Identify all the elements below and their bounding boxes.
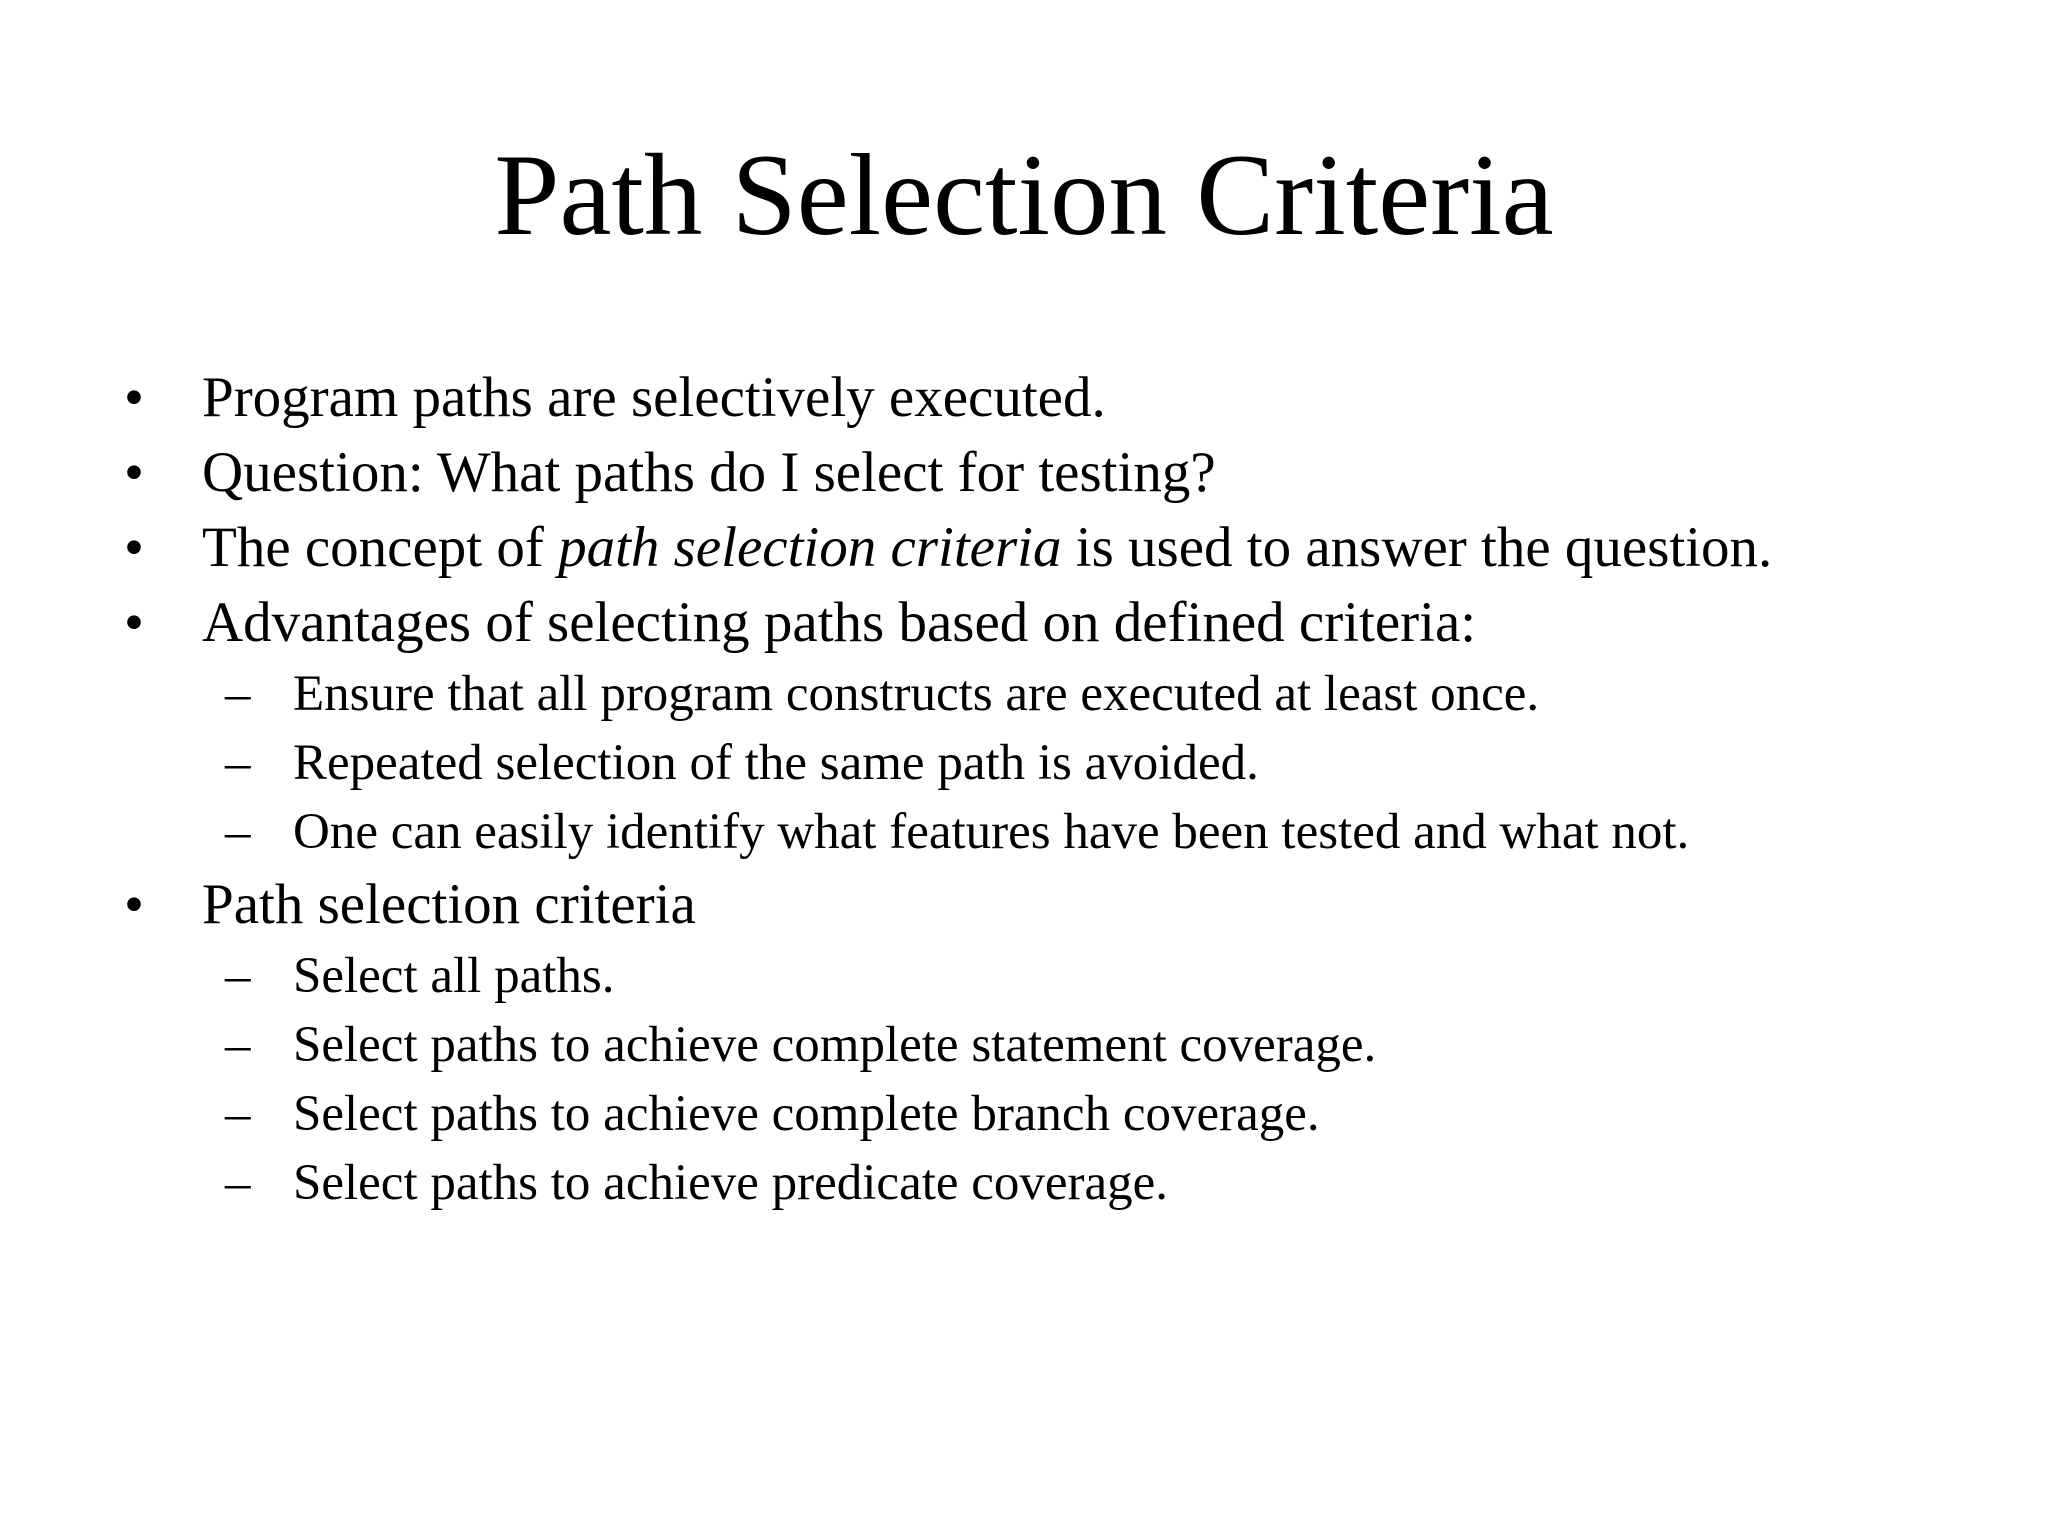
sub-bullet-marker: –	[225, 1017, 251, 1073]
sub-bullet-item	[0, 798, 2048, 867]
bullet-list	[0, 360, 2048, 1218]
sub-bullet-marker: –	[225, 735, 251, 791]
bullet-item	[0, 867, 2048, 942]
sub-bullet-item	[0, 729, 2048, 798]
sub-bullet-item	[0, 1011, 2048, 1080]
sub-bullet-text: Select all paths.	[293, 948, 615, 1004]
slide-title: Path Selection Criteria	[494, 131, 1554, 260]
bullet-item	[0, 360, 2048, 435]
bullet-text-emphasis: path selection criteria	[558, 516, 1062, 579]
bullet-text: Question: What paths do I select for testing?	[202, 441, 1216, 504]
bullet-text: Advantages of selecting paths based on defined criteria:	[202, 591, 1477, 654]
sub-bullet-marker: –	[225, 1086, 251, 1142]
bullet-item	[0, 435, 2048, 510]
sub-bullet-marker: –	[225, 804, 251, 860]
bullet-marker: •	[124, 873, 144, 936]
sub-bullet-item	[0, 660, 2048, 729]
sub-bullet-item	[0, 942, 2048, 1011]
bullet-marker: •	[124, 516, 144, 579]
bullet-marker: •	[124, 591, 144, 654]
sub-bullet-text: Ensure that all program constructs are executed at least once.	[293, 666, 1540, 722]
bullet-text: Program paths are selectively executed.	[202, 366, 1106, 429]
bullet-marker: •	[124, 366, 144, 429]
sub-bullet-item	[0, 1080, 2048, 1149]
bullet-text: Path selection criteria	[202, 873, 696, 936]
sub-bullet-marker: –	[225, 948, 251, 1004]
bullet-text-post: is used to answer the question.	[1061, 516, 1773, 579]
bullet-text-pre: The concept of	[202, 516, 559, 579]
sub-bullet-item	[0, 1149, 2048, 1218]
bullet-marker: •	[124, 441, 144, 504]
sub-bullet-text: Select paths to achieve complete statement coverage.	[293, 1017, 1377, 1073]
bullet-item	[0, 510, 2048, 585]
sub-bullet-text: Select paths to achieve complete branch coverage.	[293, 1086, 1320, 1142]
sub-bullet-marker: –	[225, 666, 251, 722]
sub-bullet-text: Select paths to achieve predicate coverage.	[293, 1155, 1169, 1211]
sub-bullet-marker: –	[225, 1155, 251, 1211]
bullet-item	[0, 585, 2048, 660]
sub-bullet-text: Repeated selection of the same path is avoided.	[293, 735, 1259, 791]
sub-bullet-text: One can easily identify what features have been tested and what not.	[293, 804, 1690, 860]
